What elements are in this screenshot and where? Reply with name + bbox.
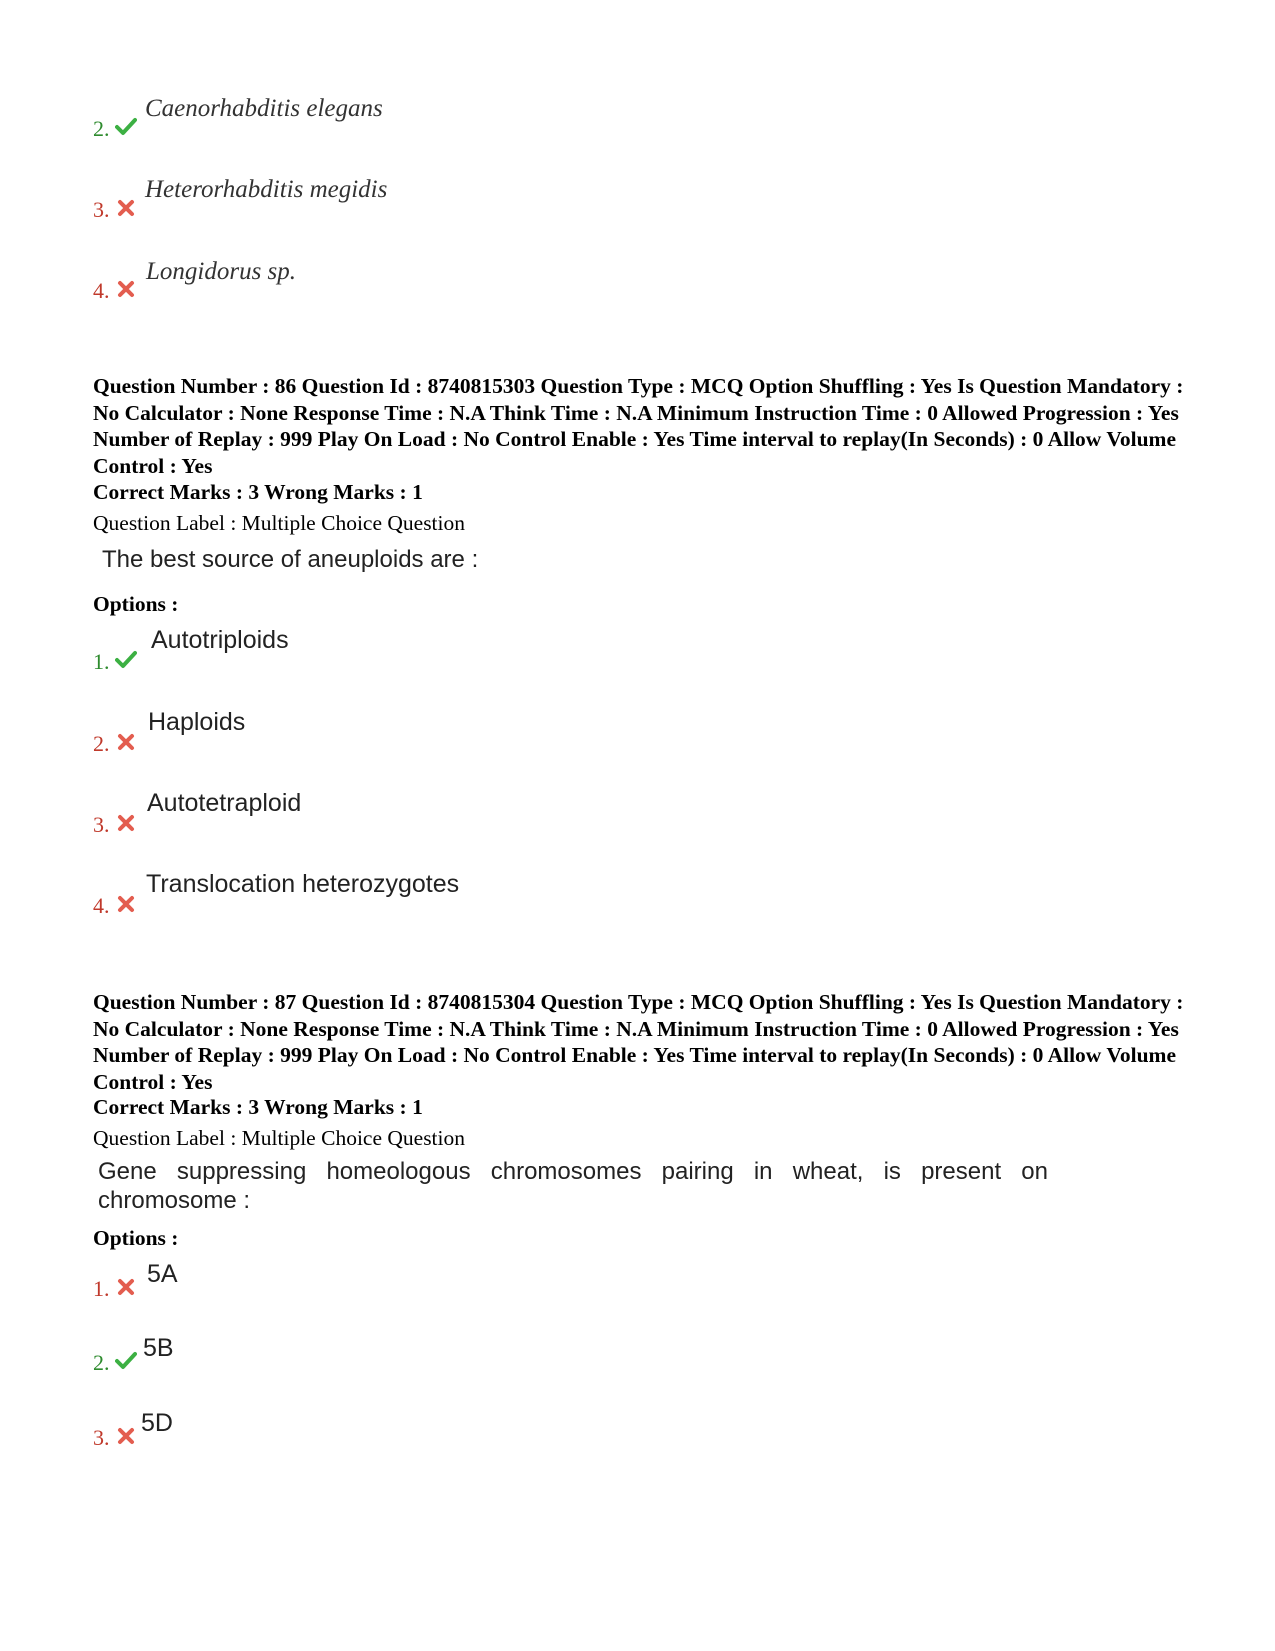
- question-marks: Correct Marks : 3 Wrong Marks : 1: [93, 1095, 423, 1119]
- option-text: Translocation heterozygotes: [146, 870, 460, 898]
- question-text: Gene suppressing homeologous chromosomes pairing in wheat, is present on chromosome :: [98, 1158, 1048, 1214]
- question-text: The best source of aneuploids are :: [102, 546, 479, 573]
- cross-icon: [115, 1425, 137, 1447]
- question-marks: Correct Marks : 3 Wrong Marks : 1: [93, 480, 423, 504]
- option-text: Autotetraploid: [147, 789, 302, 817]
- options-heading: Options :: [93, 1226, 179, 1250]
- question-meta: Question Number : 87 Question Id : 8740815304 Question Type : MCQ Option Shuffling : Yes Is Question Mandatory : No Calculator : None Response Time : N.A Think Time : N.A Minimum Instruction Time : 0 Allowed Progression : Yes Number of Replay : 999 Play On Load : No Control Enable : Yes Time interval to replay(In Seconds) : 0 Allow Volume Control : Yes: [93, 990, 1184, 1094]
- option-text: 5D: [141, 1409, 173, 1437]
- option-number: 2.: [93, 731, 110, 756]
- check-icon: [115, 649, 137, 671]
- check-icon: [115, 116, 137, 138]
- question-label: Question Label : Multiple Choice Question: [93, 1126, 466, 1150]
- cross-icon: [115, 731, 137, 753]
- question-label: Question Label : Multiple Choice Question: [93, 511, 466, 535]
- options-heading: Options :: [93, 592, 179, 616]
- check-icon: [115, 1350, 137, 1372]
- option-text: Longidorus sp.: [146, 258, 297, 285]
- option-number: 2.: [93, 1350, 110, 1375]
- cross-icon: [115, 893, 137, 915]
- option-text: 5A: [147, 1260, 178, 1288]
- option-number: 2.: [93, 116, 110, 141]
- option-number: 3.: [93, 1425, 110, 1450]
- cross-icon: [115, 1276, 137, 1298]
- option-number: 1.: [93, 1276, 110, 1301]
- option-number: 1.: [93, 649, 110, 674]
- option-number: 3.: [93, 197, 110, 222]
- option-text: Caenorhabditis elegans: [145, 95, 383, 122]
- cross-icon: [115, 812, 137, 834]
- cross-icon: [115, 278, 137, 300]
- option-number: 4.: [93, 278, 110, 303]
- option-text: Autotriploids: [151, 626, 289, 654]
- option-number: 4.: [93, 893, 110, 918]
- cross-icon: [115, 197, 137, 219]
- option-text: Haploids: [148, 708, 246, 736]
- question-meta: Question Number : 86 Question Id : 8740815303 Question Type : MCQ Option Shuffling : Yes Is Question Mandatory : No Calculator : None Response Time : N.A Think Time : N.A Minimum Instruction Time : 0 Allowed Progression : Yes Number of Replay : 999 Play On Load : No Control Enable : Yes Time interval to replay(In Seconds) : 0 Allow Volume Control : Yes: [93, 374, 1184, 478]
- option-text: Heterorhabditis megidis: [145, 176, 388, 203]
- option-number: 3.: [93, 812, 110, 837]
- option-text: 5B: [143, 1334, 174, 1362]
